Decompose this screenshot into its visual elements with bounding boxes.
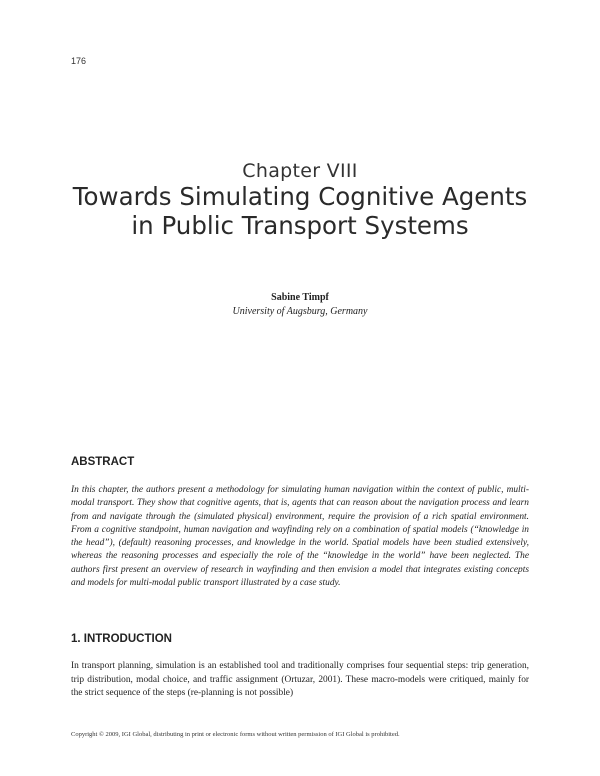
abstract-heading: ABSTRACT [71,456,135,468]
chapter-title: Towards Simulating Cognitive Agents in Public Transport Systems [72,182,528,240]
chapter-label: Chapter VIII [242,160,358,182]
introduction-heading: 1. INTRODUCTION [71,633,172,645]
introduction-body: In transport planning, simulation is an established tool and traditionally comprises four sequential steps: trip generation, trip distribution, modal choice, and traffic assignment (Ortuzar, 2001). These macro-models were critiqued, mainly for the strict sequence of the steps (re-planning is not possible) [71,661,529,699]
author-affiliation: University of Augsburg, Germany [232,306,368,317]
abstract-body: In this chapter, the authors present a methodology for simulating human navigation within the context of public, multi-modal transport. They show that cognitive agents, that is, agents that can reason about the navigation process and learn from and navigate through the (simulated physical) environment, require the provision of a rich spatial environment. From a cognitive standpoint, human navigation and wayfinding rely on a combination of spatial models (“knowledge in the head”), (default) reasoning processes, and knowledge in the world. Spatial models have been studied extensively, whereas the reasoning processes and especially the role of the “knowledge in the world” have been neglected. The authors first present an overview of research in wayfinding and then envision a model that integrates existing concepts and models for multi-modal public transport illustrated by a case study. [71,485,529,589]
author-name: Sabine Timpf [271,292,329,303]
page-number: 176 [71,56,87,66]
copyright-notice: Copyright © 2009, IGI Global, distributing in print or electronic forms without written permission of IGI Global is prohibited. [71,731,400,738]
